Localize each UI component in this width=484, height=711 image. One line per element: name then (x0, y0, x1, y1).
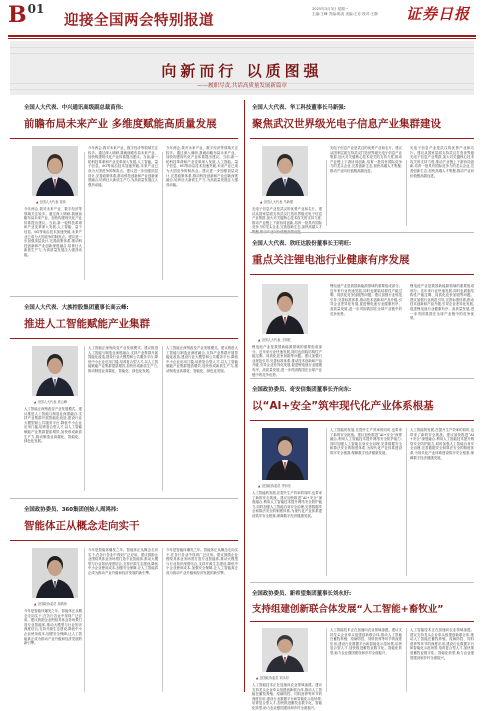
article-body: 人工智能正深刻改变产业发展模式。建议推进人工智能与制造业深度融合,支持产业集群开展智能化改造,建设行业大模型和公共服务平台,降低中小企业应用门槛,培养复合型人才,以人工智能赋能产业集群提质增效,加快形成新质生产力,推动制造业高端化、智能化、绿色化发展。 (88, 346, 158, 373)
article-body: 人工智能正深刻改变产业发展模式。建议推进人工智能与制造业深度融合,支持产业集群开展智能化改造,建设行业大模型和公共服务平台,降低中小企业应用门槛,培养复合型人才,以人工智能赋能产业集群提质增效,加快形成新质生产力,推动制造业高端化、智能化、绿色化发展。 (24, 407, 82, 444)
article-kicker: 全国政协委员、360集团创始人周鸿祎: (24, 507, 119, 513)
article-body: 光电子信息产业是武汉的优势产业和名片。建议从国家层面支持武汉打造世界级光电子信息产业集群,加大对关键核心技术攻关的支持力度,推动产业链上下游协同创新,培育一批具有国际竞争力的龙头企业,完善创新生态,加快高端人才 (252, 207, 322, 230)
section-title: 迎接全国两会特别报道 (64, 13, 214, 29)
article-body: 锂电池产业是我国新能源领域的重要组成部分。近年来行业快速发展,同时也面临结构性产能过剩、同质化竞争加剧等问题。建议加强行业规范引导,完善标准体系,推动技术创新和产品升级,引导企业差异化发展,促进锂电池行业健康有序、高质量发展,进一步巩固我国在全球产业链中的竞争优势。 (330, 284, 402, 316)
article-kicker: 全国政协委员、新希望集团董事长刘永好: (252, 591, 352, 597)
article-kicker: 全国人大代表、中兴通讯高级副总裁苗伟: (24, 105, 124, 111)
article-kicker: 全国政协委员、奇安信集团董事长齐向东: (252, 387, 352, 393)
column-divider (326, 628, 327, 692)
masthead-rule-thin (8, 38, 476, 39)
article-headline: 支持组建创新联合体发展“人工智能+畜牧业” (252, 604, 444, 615)
photo-caption: ▲ 全国人大代表 王明旺 (258, 337, 291, 342)
portrait-photo (32, 346, 78, 396)
newspaper-logo: 证券日报 (406, 5, 471, 23)
masthead-rule (8, 35, 476, 37)
headline-rule (250, 138, 474, 139)
portrait-photo (262, 284, 308, 334)
article-headline: 智能体正从概念走向实干 (24, 520, 140, 532)
photo-caption: ▲ 全国政协委员 齐向东 (258, 483, 291, 488)
article-body: 人工智能的发展,在提升生产效率的同时,也带来了新的安全挑战。建议加快推进“AI+安全”深度融合,利用人工智能技术提升网络安全防护能力,同时加强人工智能自身安全治理,完善数据安全和算法安全的制度体系,为现代化产业体系建设筑牢安全根基,保障数字经济健康发展。 (410, 428, 474, 460)
article-headline: 推进人工智能赋能产业集群 (24, 318, 150, 330)
article-headline: 重点关注锂电池行业健康有序发展 (252, 254, 410, 266)
article-kicker: 全国人大代表、华工科技董事长马新强: (252, 105, 346, 111)
banner-subtitle: ——履职尽责,共话高质量发展新篇章 (197, 83, 287, 89)
section-rule (10, 296, 238, 297)
article-body: 人工智能的发展,在提升生产效率的同时,也带来了新的安全挑战。建议加快推进“AI+安全”深度融合,利用人工智能技术提升网络安全防护能力,同时加强人工智能自身安全治理,完善数据安全和算法安全的制度体系,为现代化产业体系建设筑牢安全根基,保障数字经济健康发展。 (330, 428, 402, 455)
article-body: 光电子信息产业是武汉的优势产业和名片。建议从国家层面支持武汉打造世界级光电子信息产业集群,加大对关键核心技术攻关的支持力度,推动产业链上下游协同创新,培育一批具有国际竞争力的龙头企业,完善创新生态,加快高端人才集聚,推动产业向价值链高端迈进。 (330, 146, 402, 173)
portrait-photo (32, 548, 78, 598)
article-kicker: 全国人大代表、大族控股集团董事长高云峰: (24, 305, 129, 311)
article-body: 今年是智能体爆发之年。智能体正从概念走向实干,在各行各业中得到广泛应用。建议鼓励企业围绕具体业务场景打造专业智能体,推动大模型与行业知识深度结合,支持开源生态建设,降低中小企业使用成本,加强安全保障,让人工智能真正成为推动产业升级和经济发展的新引擎。 (24, 609, 82, 646)
column-divider (406, 628, 407, 692)
article-body: 锂电池产业是我国新能源领域的重要组成部分。近年来行业快速发展,同时也面临结构性产能过剩、同质化竞争加剧等问题。建议加强行业规范引导,完善标准体系,推动技术创新和产品升级,引导企业差异化发展,促进锂电池行业健康有序、高质量发展,进一步巩固我国在全球产业链中的竞争优势。 (252, 345, 322, 377)
column-divider (162, 346, 163, 491)
article-kicker: 全国人大代表、欣旺达股份董事长王明旺: (252, 241, 352, 247)
article-body: 人工智能技术正在加速向农业领域渗透。建议支持龙头企业牵头组建创新联合体,推动人工智能在畜牧养殖、疫病防控、饲料营养等环节的深度应用,建设行业数据平台和智能化示范场景,培育复合型人才,加快推进畜牧业数字化、智能化转型,助力农业强国建设和乡村全面振兴。 (252, 683, 322, 710)
column-divider (406, 428, 407, 576)
photo-caption: ▲ 全国政协委员 周鸿祎 (34, 601, 67, 606)
section-rule (250, 582, 474, 583)
portrait-photo (32, 146, 78, 196)
center-divider (244, 100, 245, 692)
issue-date: 2025年3月3日 星期一 (312, 7, 349, 11)
column-divider (406, 160, 407, 226)
portrait-photo (262, 628, 308, 672)
section-rule (10, 498, 238, 499)
section-rule (250, 378, 474, 379)
article-body: 今年两会,我对未来产业、数字经济等领域关注较多。通过深入调研,我就前瞻布局未来产业、加快构建现代化产业体系提出建议。当前,新一轮科技革命和产业变革深入发展,人工智能、量子信息、6G等前沿技术加速突破,未来产业已成为大国竞争的制高点。建议进一步加强顶层设计,完善政策体系,推动科技创新和产业创新深度融合,培育壮大新质生产力,为高质量发展注入强劲动能。 (88, 146, 158, 187)
article-body: 光电子信息产业是武汉的优势产业和名片。建议从国家层面支持武汉打造世界级光电子信息产业集群,加大对关键核心技术攻关的支持力度,推动产业链上下游协同创新,培育一批具有国际竞争力的龙头企业,完善创新生态,加快高端人才集聚,推动产业向价值链高端迈进。 (410, 146, 474, 178)
article-body: 今年是智能体爆发之年。智能体正从概念走向实干,在各行各业中得到广泛应用。建议鼓励企业围绕具体业务场景打造专业智能体,推动大模型与行业知识深度结合,支持开源生态建设,降低中小企业使用成本,加强安全保障,让人工智能真正成为推动产业升级和经济发展的新引擎。 (166, 548, 238, 575)
photo-caption: ▲ 全国人大代表 马新强 (260, 199, 293, 204)
article-body: 今年两会,我对未来产业、数字经济等领域关注较多。通过深入调研,我就前瞻布局未来产业、加快构建现代化产业体系提出建议。当前,新一轮科技革命和产业变革深入发展,人工智能、量子信息、6G等前沿技术加速突破,未来产业已成为大国竞争的制高点。建议进一步加强顶层设计,完善政策体系,推动科技创新和产业创新深度融合,培育壮大新质生产力,为高质量发展注入强劲动能。 (166, 146, 238, 187)
headline-rule (10, 138, 238, 139)
photo-caption: ▲ 全国人大代表 高云峰 (34, 399, 67, 404)
photo-caption: ▲ 全国人大代表 苗伟 (36, 199, 66, 204)
banner-title: 向新而行 以质图强 (161, 62, 323, 80)
column-divider (84, 346, 85, 491)
article-body: 锂电池产业是我国新能源领域的重要组成部分。近年来行业快速发展,同时也面临结构性产能过剩、同质化竞争加剧等问题。建议加强行业规范引导,完善标准体系,推动技术创新和产品升级,引导企业差异化发展,促进锂电池行业健康有序、高质量发展,进一步巩固我国在全球产业链中的竞争优势。 (410, 284, 474, 321)
column-divider (162, 548, 163, 692)
article-body: 今年两会,我对未来产业、数字经济等领域关注较多。通过深入调研,我就前瞻布局未来产业、加快构建现代化产业体系提出建议。当前,新一轮科技革命和产业变革深入发展,人工智能、量子信息、6G等前沿技术加速突破,未来产业已成为大国竞争的制高点。建议进一步加强顶层设计,完善政策体系,推动科技创新和产业创新深度融合,培育壮大新质生产力,为高质量发展注入强劲动能。 (24, 207, 82, 257)
article-headline: 聚焦武汉世界级光电子信息产业集群建设 (252, 118, 441, 130)
headline-rule (10, 540, 238, 541)
photo-caption: ▲ 全国政协委员 刘永好 (256, 675, 289, 680)
editor-credits: 主编:王峰 责编:陈炎 美编:王亦 校对:王静 (312, 12, 378, 16)
banner (10, 41, 474, 95)
page-number: $B^{01}$ (8, 2, 45, 28)
article-body: 人工智能技术正在加速向农业领域渗透。建议支持龙头企业牵头组建创新联合体,推动人工智能在畜牧养殖、疫病防控、饲料营养等环节的深度应用,建设行业数据平台和智能化示范场景,培育复合型人才,加快推进畜牧业数字化、智能化转型,助力农业强国建设和乡村全面振兴。 (330, 628, 402, 655)
column-divider (84, 152, 85, 280)
headline-rule (250, 621, 474, 622)
column-divider (326, 160, 327, 226)
column-divider (162, 152, 163, 280)
headline-rule (250, 274, 474, 275)
article-body: 今年是智能体爆发之年。智能体正从概念走向实干,在各行各业中得到广泛应用。建议鼓励企业围绕具体业务场景打造专业智能体,推动大模型与行业知识深度结合,支持开源生态建设,降低中小企业使用成本,加强安全保障,让人工智能真正成为推动产业升级和经济发展的新引擎。 (88, 548, 158, 575)
section-rule (250, 232, 474, 233)
portrait-photo (262, 428, 308, 480)
article-headline: 前瞻布局未来产业 多维度赋能高质量发展 (24, 118, 217, 130)
portrait-photo (262, 146, 308, 196)
headline-rule (250, 420, 474, 421)
article-body: 人工智能正深刻改变产业发展模式。建议推进人工智能与制造业深度融合,支持产业集群开展智能化改造,建设行业大模型和公共服务平台,降低中小企业应用门槛,培养复合型人才,以人工智能赋能产业集群提质增效,加快形成新质生产力,推动制造业高端化、智能化、绿色化发展。 (166, 346, 238, 373)
article-body: 人工智能技术正在加速向农业领域渗透。建议支持龙头企业牵头组建创新联合体,推动人工智能在畜牧养殖、疫病防控、饲料营养等环节的深度应用,建设行业数据平台和智能化示范场景,培育复合型人才,加快推进畜牧业数字化、智能化转型,助力农业强国建设和乡村全面振兴。 (410, 628, 474, 660)
column-divider (326, 428, 327, 576)
column-divider (84, 548, 85, 692)
headline-rule (10, 338, 238, 339)
article-headline: 以“AI+安全”筑牢现代化产业体系根基 (252, 400, 434, 412)
article-body: 人工智能的发展,在提升生产效率的同时,也带来了新的安全挑战。建议加快推进“AI+安全”深度融合,利用人工智能技术提升网络安全防护能力,同时加强人工智能自身安全治理,完善数据安全和算法安全的制度体系,为现代化产业体系建设筑牢安全根基,保障数字经济健康发展。 (252, 491, 322, 518)
